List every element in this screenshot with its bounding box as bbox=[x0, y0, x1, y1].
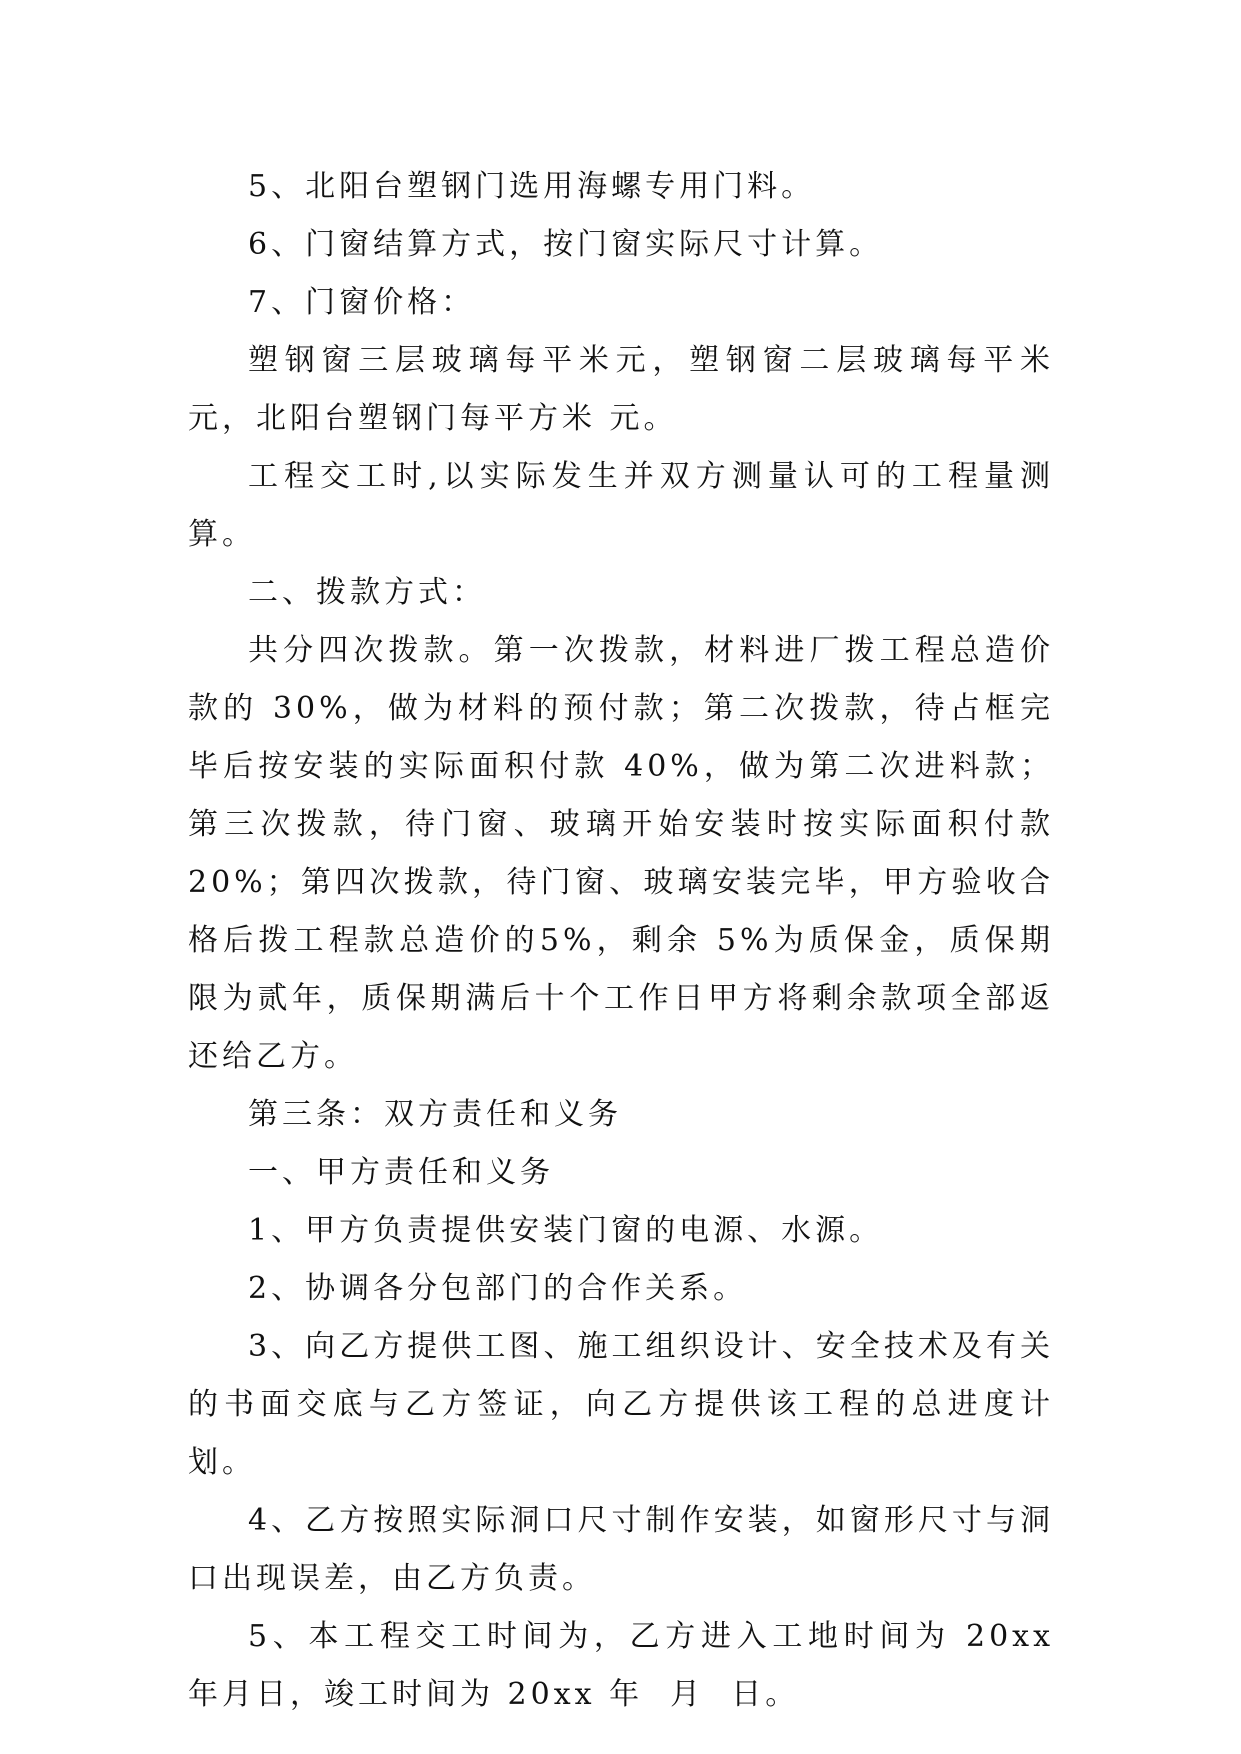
paragraph-schedule: 5、本工程交工时间为，乙方进入工地时间为 20xx 年月日，竣工时间为 20xx 年 月 日。 bbox=[188, 1619, 1068, 1712]
paragraph-coordination: 2、协调各分包部门的合作关系。 bbox=[248, 1271, 748, 1306]
article-heading-responsibilities: 第三条：双方责任和义务 bbox=[248, 1097, 622, 1132]
paragraph-price-detail: 塑钢窗三层玻璃每平米元，塑钢窗二层玻璃每平米 元，北阳台塑钢门每平方米 元。 bbox=[188, 343, 1068, 436]
paragraph-settlement-method: 6、门窗结算方式，按门窗实际尺寸计算。 bbox=[248, 227, 884, 262]
paragraph-measurement: 工程交工时,以实际发生并双方测量认可的工程量测算。 bbox=[188, 459, 1054, 552]
document-page bbox=[188, 158, 1068, 1724]
paragraph-payment-schedule: 共分四次拨款。第一次拨款，材料进厂拨工程总造价款的 30%，做为材料的预付款；第二次拨款，待占框完毕后按安装的实际面积付款 40%，做为第二次进料款；第三次拨款，待门窗、玻璃开始安装时按实际面积付款 20%；第四次拨款，待门窗、玻璃安装完毕，甲方验收合格后拨工程款总造价的5%，剩余 5%为质保金，质保期限为贰年，质保期满后十个工作日甲方将剩余款项全部返还给乙方。 bbox=[188, 633, 1068, 1074]
section-heading-payment: 二、拨款方式： bbox=[248, 575, 486, 610]
paragraph-drawings: 3、向乙方提供工图、施工组织设计、安全技术及有关的书面交底与乙方签证，向乙方提供该工程的总进度计划。 bbox=[188, 1329, 1054, 1480]
paragraph-power-water: 1、甲方负责提供安装门窗的电源、水源。 bbox=[248, 1213, 884, 1248]
paragraph-opening-size: 4、乙方按照实际洞口尺寸制作安装，如窗形尺寸与洞口出现误差，由乙方负责。 bbox=[188, 1503, 1054, 1596]
section-heading-party-a: 一、甲方责任和义务 bbox=[248, 1155, 554, 1190]
paragraph-door-material: 5、北阳台塑钢门选用海螺专用门料。 bbox=[248, 169, 816, 204]
paragraph-price-heading: 7、门窗价格： bbox=[248, 285, 476, 320]
